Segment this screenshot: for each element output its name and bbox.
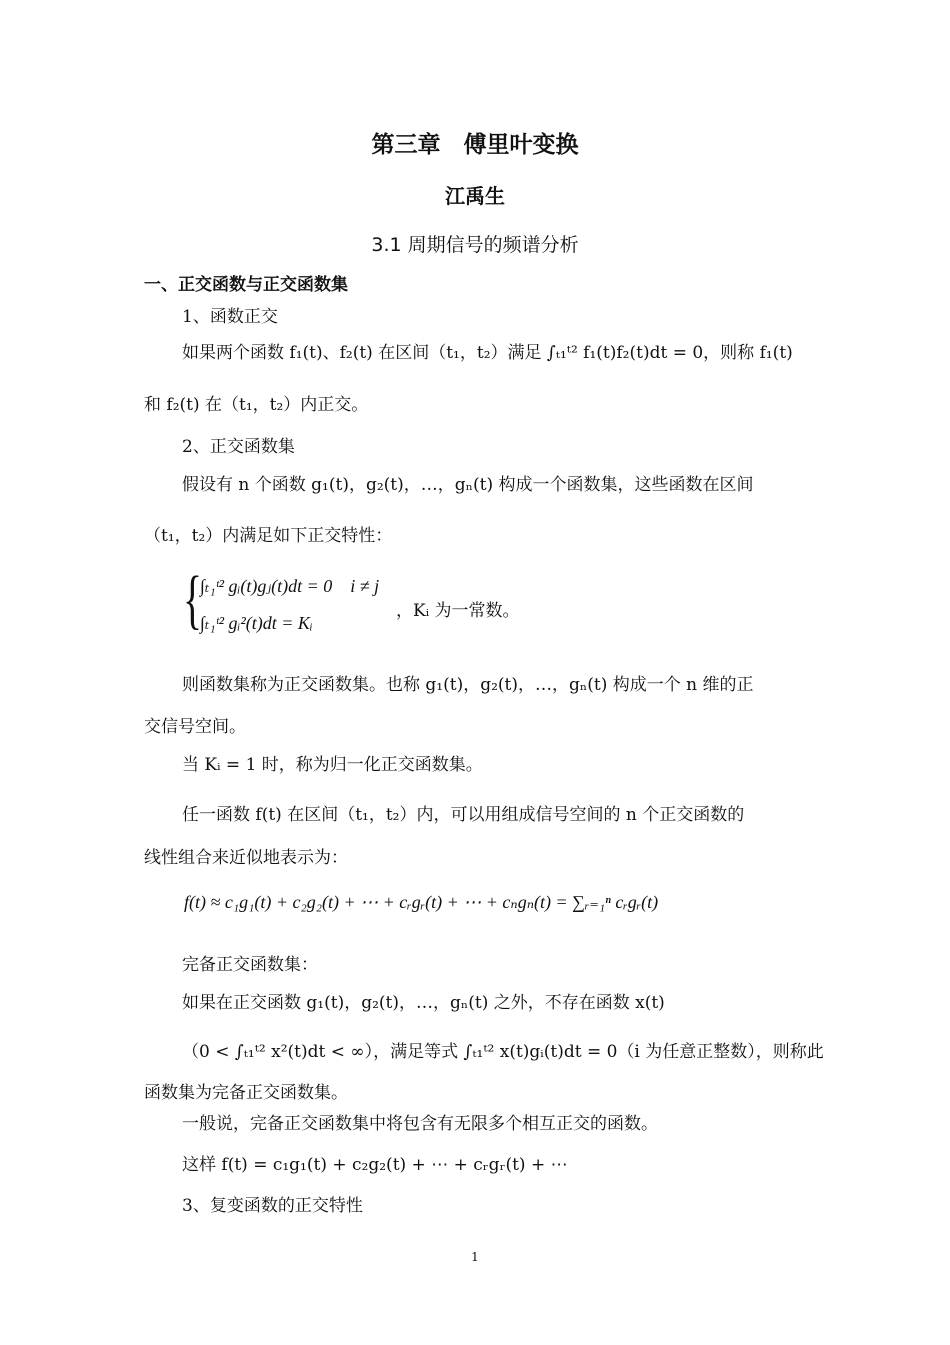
equation-note: ，Kᵢ 为一常数。 [396, 601, 520, 621]
section-title: 3.1 周期信号的频谱分析 [371, 234, 579, 256]
paragraph-line: 交信号空间。 [144, 717, 246, 737]
subheading-function-orthogonality: 1、函数正交 [182, 307, 278, 327]
chapter-title: 第三章 傅里叶变换 [371, 132, 579, 158]
approximation-equation: f(t) ≈ c₁g₁(t) + c₂g₂(t) + ⋯ + cᵣgᵣ(t) + ⋯ + cₙgₙ(t) = ∑ᵣ₌₁ⁿ cᵣgᵣ(t) [184, 892, 659, 912]
paragraph-line: 当 Kᵢ = 1 时，称为归一化正交函数集。 [182, 755, 483, 775]
left-brace: { [183, 563, 203, 636]
paragraph-line: 和 f₂(t) 在（t₁，t₂）内正交。 [144, 395, 369, 415]
paragraph-line: 这样 f(t) = c₁g₁(t) + c₂g₂(t) + ⋯ + cᵣgᵣ(t) + ⋯ [182, 1155, 568, 1175]
subheading-orthogonal-set: 2、正交函数集 [182, 437, 295, 457]
equation-line: ∫ₜ₁ᵗ² gᵢ²(t)dt = Kᵢ [200, 613, 313, 633]
heading-orthogonal-functions: 一、正交函数与正交函数集 [144, 275, 348, 295]
paragraph-line: 如果两个函数 f₁(t)、f₂(t) 在区间（t₁，t₂）满足 ∫ₜ₁ᵗ² f₁(t)f₂(t)dt = 0，则称 f₁(t) [182, 343, 793, 363]
paragraph-line: （0 < ∫ₜ₁ᵗ² x²(t)dt < ∞），满足等式 ∫ₜ₁ᵗ² x(t)gᵢ(t)dt = 0（i 为任意正整数），则称此 [182, 1042, 824, 1062]
paragraph-line: （t₁，t₂）内满足如下正交特性： [144, 526, 393, 546]
paragraph-line: 如果在正交函数 g₁(t)，g₂(t)，…，gₙ(t) 之外，不存在函数 x(t) [182, 993, 665, 1013]
subheading-complex-orthogonality: 3、复变函数的正交特性 [182, 1196, 363, 1216]
paragraph-line: 假设有 n 个函数 g₁(t)，g₂(t)，…，gₙ(t) 构成一个函数集，这些函数在区间 [182, 475, 754, 495]
paragraph-line: 函数集为完备正交函数集。 [144, 1083, 348, 1103]
author-name: 江禹生 [445, 184, 505, 208]
equation-line: ∫ₜ₁ᵗ² gᵢ(t)gⱼ(t)dt = 0 i ≠ j [200, 576, 380, 596]
paragraph-line: 则函数集称为正交函数集。也称 g₁(t)，g₂(t)，…，gₙ(t) 构成一个 n 维的正 [182, 675, 754, 695]
paragraph-line: 线性组合来近似地表示为： [144, 848, 348, 868]
page-number: 1 [471, 1250, 479, 1264]
paragraph-line: 任一函数 f(t) 在区间（t₁，t₂）内，可以用组成信号空间的 n 个正交函数的 [182, 805, 745, 825]
paragraph-line: 一般说，完备正交函数集中将包含有无限多个相互正交的函数。 [182, 1114, 658, 1134]
paragraph-line: 完备正交函数集： [182, 955, 318, 975]
